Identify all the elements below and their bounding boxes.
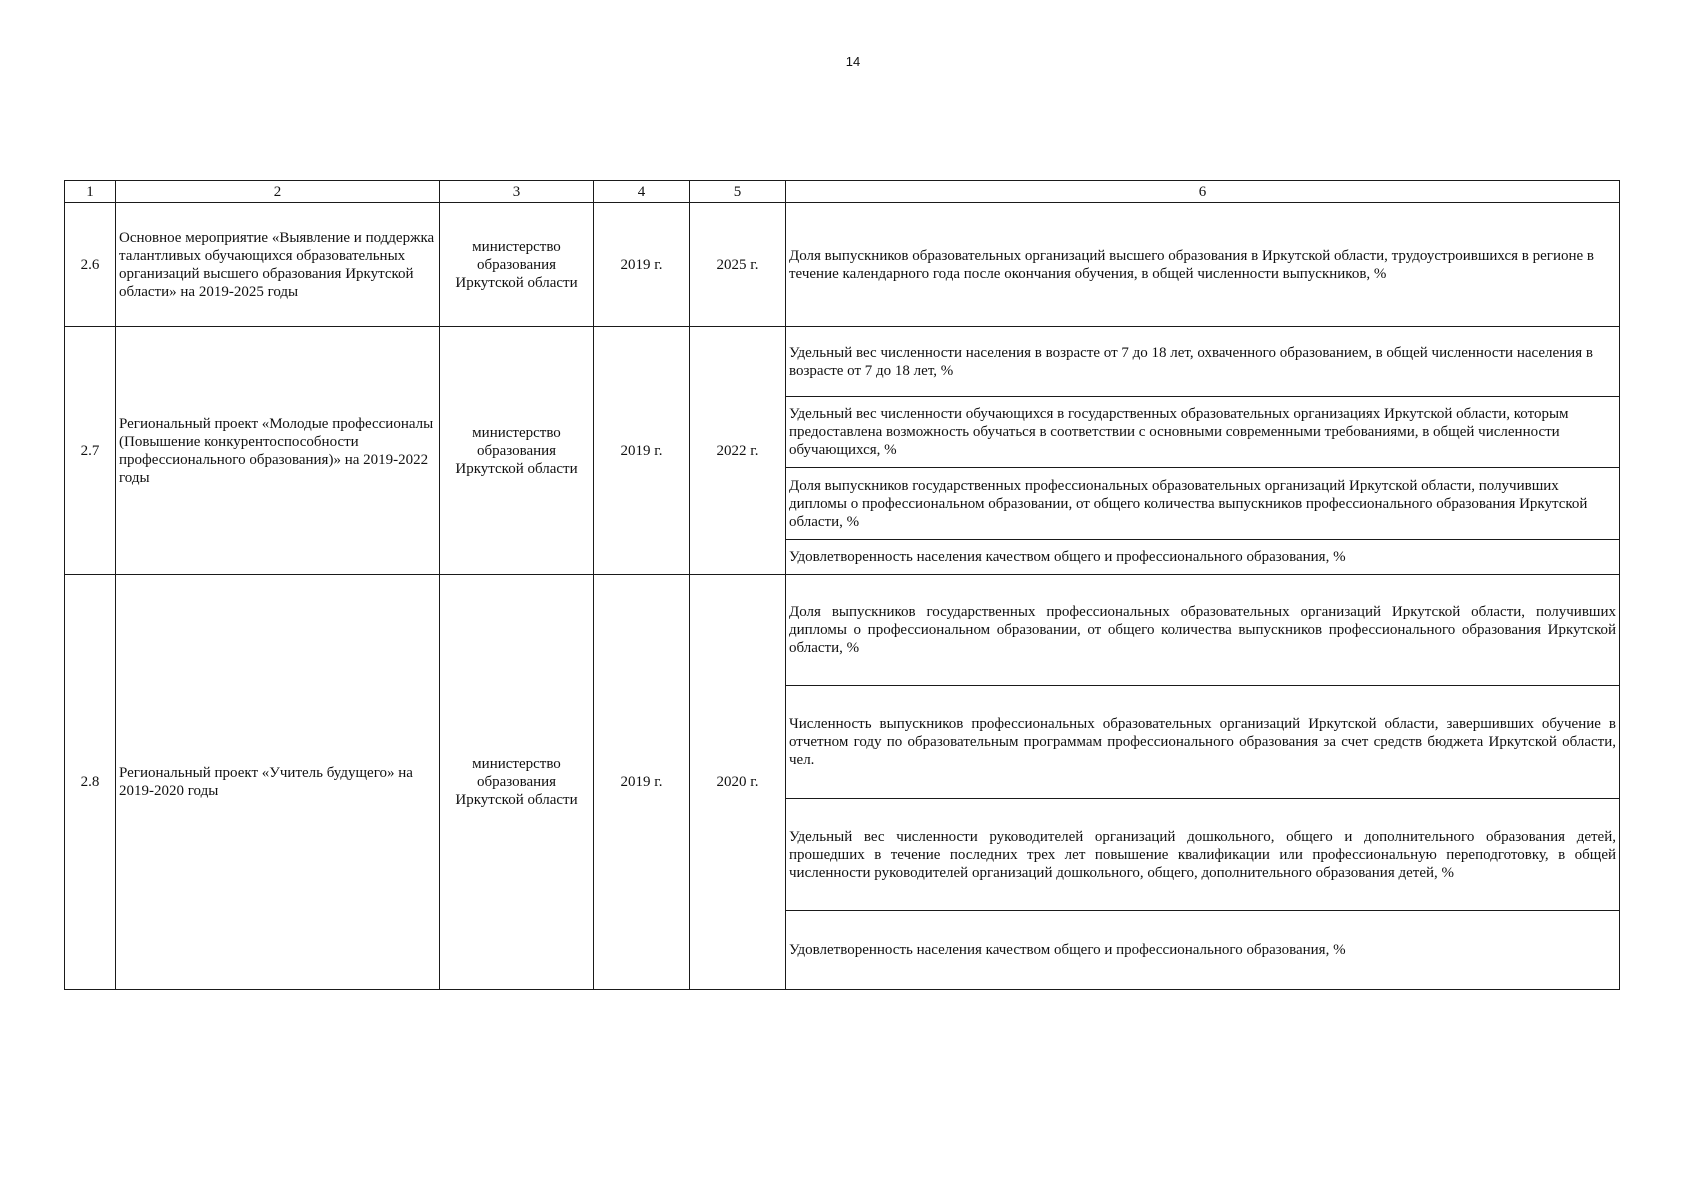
measure-title: Основное мероприятие «Выявление и поддержка талантливых обучающихся образовательных организаций высшего образования Иркутской области» на 2019-2025 годы	[116, 203, 440, 327]
column-header-6: 6	[786, 181, 1620, 203]
column-header-4: 4	[594, 181, 690, 203]
start-year: 2019 г.	[594, 575, 690, 990]
responsible-executor: министерство образования Иркутской области	[440, 203, 594, 327]
measure-title: Региональный проект «Учитель будущего» на 2019-2020 годы	[116, 575, 440, 990]
table-row	[65, 203, 1620, 327]
row-number: 2.8	[65, 575, 116, 990]
measure-title: Региональный проект «Молодые профессионалы (Повышение конкурентоспособности профессионального образования)» на 2019-2022 годы	[116, 327, 440, 575]
column-header-2: 2	[116, 181, 440, 203]
indicator-cell: Удовлетворенность населения качеством общего и профессионального образования, %	[786, 540, 1620, 575]
indicator-cell: Доля выпускников государственных профессиональных образовательных организаций Иркутской области, получивших дипломы о профессиональном образовании, от общего количества выпускников профессионального образования Иркутской области, %	[786, 575, 1620, 686]
end-year: 2020 г.	[690, 575, 786, 990]
end-year: 2022 г.	[690, 327, 786, 575]
end-year: 2025 г.	[690, 203, 786, 327]
indicator-cell: Удельный вес численности населения в возрасте от 7 до 18 лет, охваченного образованием, в общей численности населения в возрасте от 7 до 18 лет, %	[786, 327, 1620, 397]
table-row	[65, 327, 1620, 397]
row-number: 2.6	[65, 203, 116, 327]
responsible-executor: министерство образования Иркутской области	[440, 575, 594, 990]
indicator-cell: Удовлетворенность населения качеством общего и профессионального образования, %	[786, 911, 1620, 990]
column-header-3: 3	[440, 181, 594, 203]
table-row	[65, 575, 1620, 686]
column-header-5: 5	[690, 181, 786, 203]
indicator-cell: Удельный вес численности обучающихся в государственных образовательных организациях Иркутской области, которым предоставлена возможность обучаться в соответствии с основными современными требованиями, в общей численности обучающихся, %	[786, 397, 1620, 468]
row-number: 2.7	[65, 327, 116, 575]
indicator-cell: Доля выпускников государственных профессиональных образовательных организаций Иркутской области, получивших дипломы о профессиональном образовании, от общего количества выпускников профессионального образования Иркутской области, %	[786, 468, 1620, 540]
program-measures-table	[64, 180, 1620, 990]
page-number: 14	[845, 54, 861, 69]
start-year: 2019 г.	[594, 203, 690, 327]
responsible-executor: министерство образования Иркутской области	[440, 327, 594, 575]
column-header-1: 1	[65, 181, 116, 203]
table-header-row	[65, 181, 1620, 203]
indicator-cell: Удельный вес численности руководителей организаций дошкольного, общего и дополнительного образования детей, прошедших в течение последних трех лет повышение квалификации или профессиональную переподготовку, в общей численности руководителей организаций дошкольного, общего, дополнительного образования детей, %	[786, 799, 1620, 911]
start-year: 2019 г.	[594, 327, 690, 575]
indicator-cell: Численность выпускников профессиональных образовательных организаций Иркутской области, завершивших обучение в отчетном году по образовательным программам профессионального образования за счет средств бюджета Иркутской области, чел.	[786, 686, 1620, 799]
indicator-cell: Доля выпускников образовательных организаций высшего образования в Иркутской области, трудоустроившихся в регионе в течение календарного года после окончания обучения, в общей численности выпускников, %	[786, 203, 1620, 327]
